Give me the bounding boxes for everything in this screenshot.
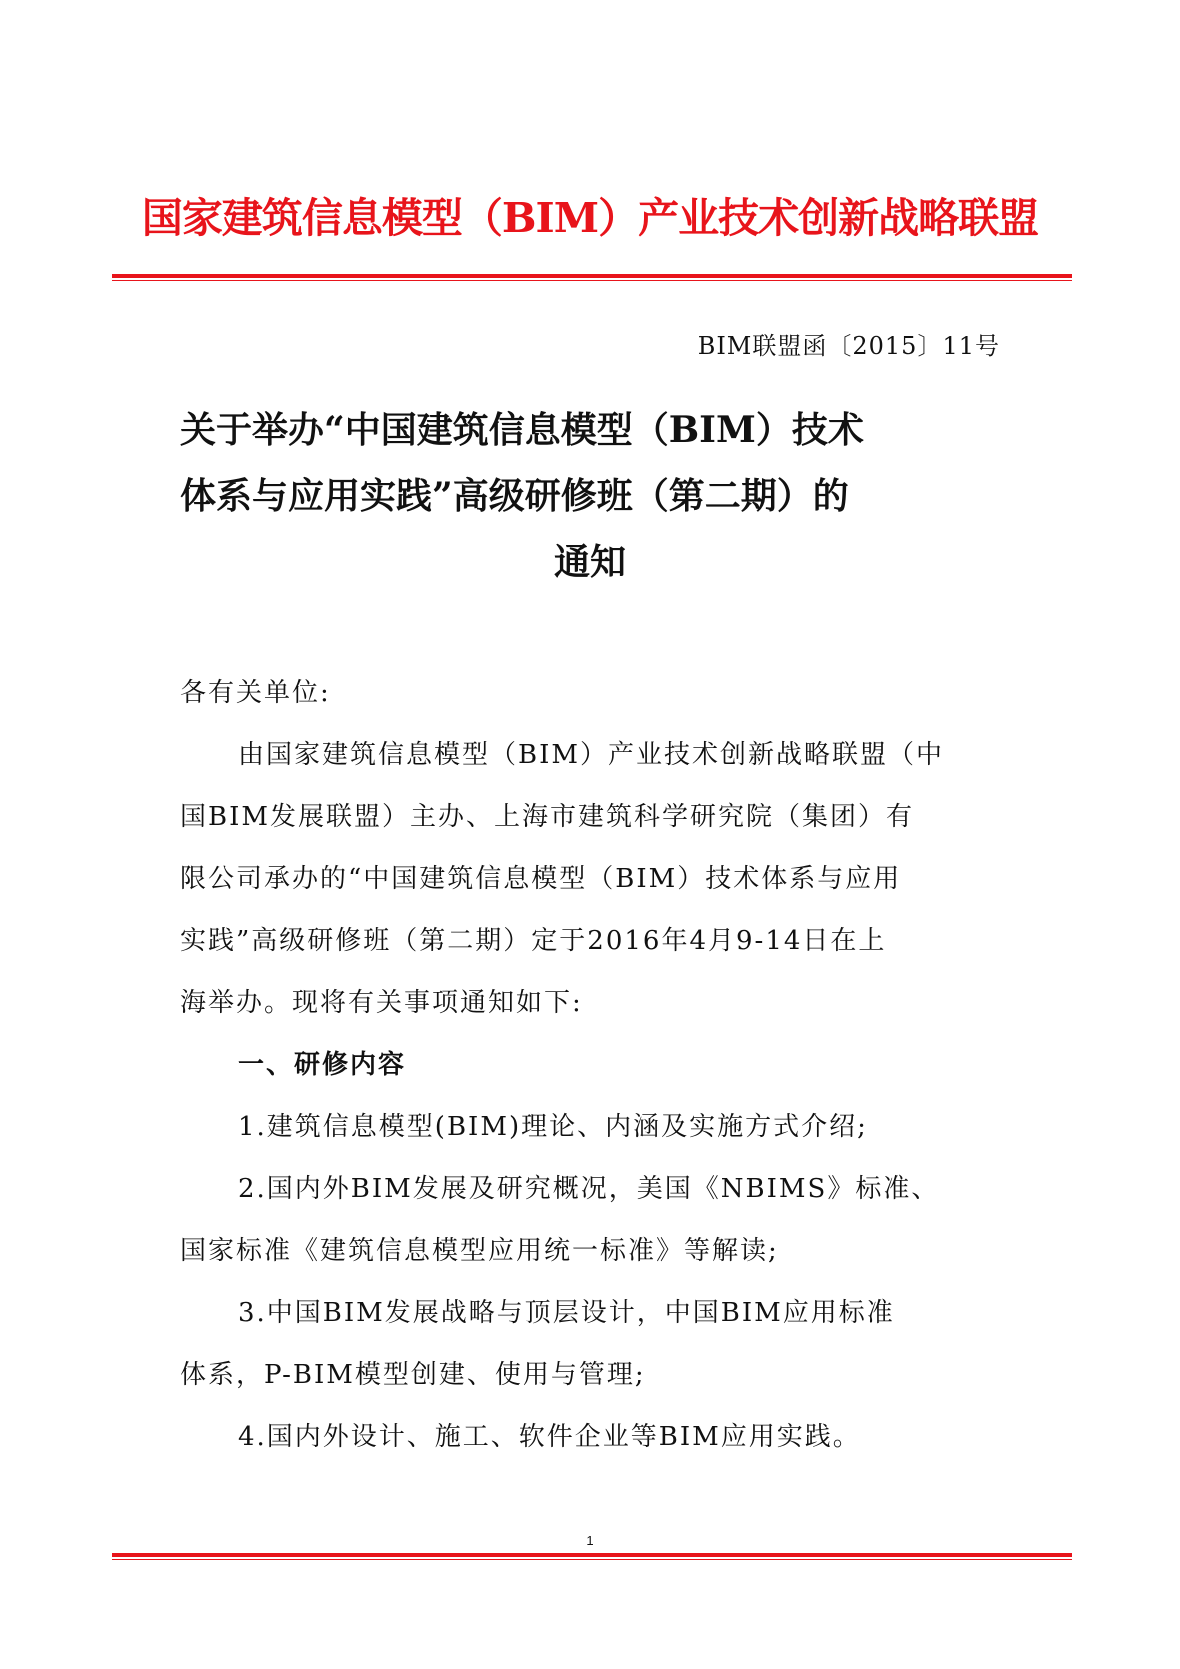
title-line: 通知 — [553, 541, 626, 583]
intro-line: 国BIM发展联盟）主办、上海市建筑科学研究院（集团）有 — [180, 802, 914, 832]
letterhead-title: 国家建筑信息模型（BIM）产业技术创新战略联盟 — [141, 194, 1039, 242]
list-item-line: 4.国内外设计、施工、软件企业等BIM应用实践。 — [238, 1422, 861, 1452]
page-number: 1 — [586, 1533, 594, 1548]
title-line: 关于举办“中国建筑信息模型（BIM）技术 — [180, 409, 864, 451]
list-item-line: 体系，P-BIM模型创建、使用与管理; — [180, 1360, 646, 1390]
section-heading: 一、研修内容 — [238, 1050, 407, 1080]
list-item-line: 3.中国BIM发展战略与顶层设计，中国BIM应用标准 — [238, 1298, 895, 1328]
footer-divider — [112, 1553, 1072, 1560]
document-body — [180, 680, 1010, 1486]
divider-thick-line — [112, 274, 1072, 278]
intro-line: 由国家建筑信息模型（BIM）产业技术创新战略联盟（中 — [238, 740, 944, 770]
salutation: 各有关单位: — [180, 678, 331, 708]
divider-thick-line — [112, 1553, 1072, 1557]
intro-line: 限公司承办的“中国建筑信息模型（BIM）技术体系与应用 — [180, 864, 902, 894]
document-title — [180, 409, 1000, 610]
list-item-line: 国家标准《建筑信息模型应用统一标准》等解读; — [180, 1236, 779, 1266]
divider-thin-line — [112, 1559, 1072, 1560]
title-line: 体系与应用实践”高级研修班（第二期）的 — [180, 475, 849, 517]
intro-line: 实践”高级研修班（第二期）定于2016年4月9-14日在上 — [180, 926, 887, 956]
list-item-line: 2.国内外BIM发展及研究概况，美国《NBIMS》标准、 — [238, 1174, 940, 1204]
letterhead-divider — [112, 274, 1072, 281]
intro-line: 海举办。现将有关事项通知如下: — [180, 988, 583, 1018]
list-item-line: 1.建筑信息模型(BIM)理论、内涵及实施方式介绍; — [238, 1112, 868, 1142]
divider-thin-line — [112, 280, 1072, 281]
document-number: BIM联盟函〔2015〕11号 — [697, 332, 1000, 360]
